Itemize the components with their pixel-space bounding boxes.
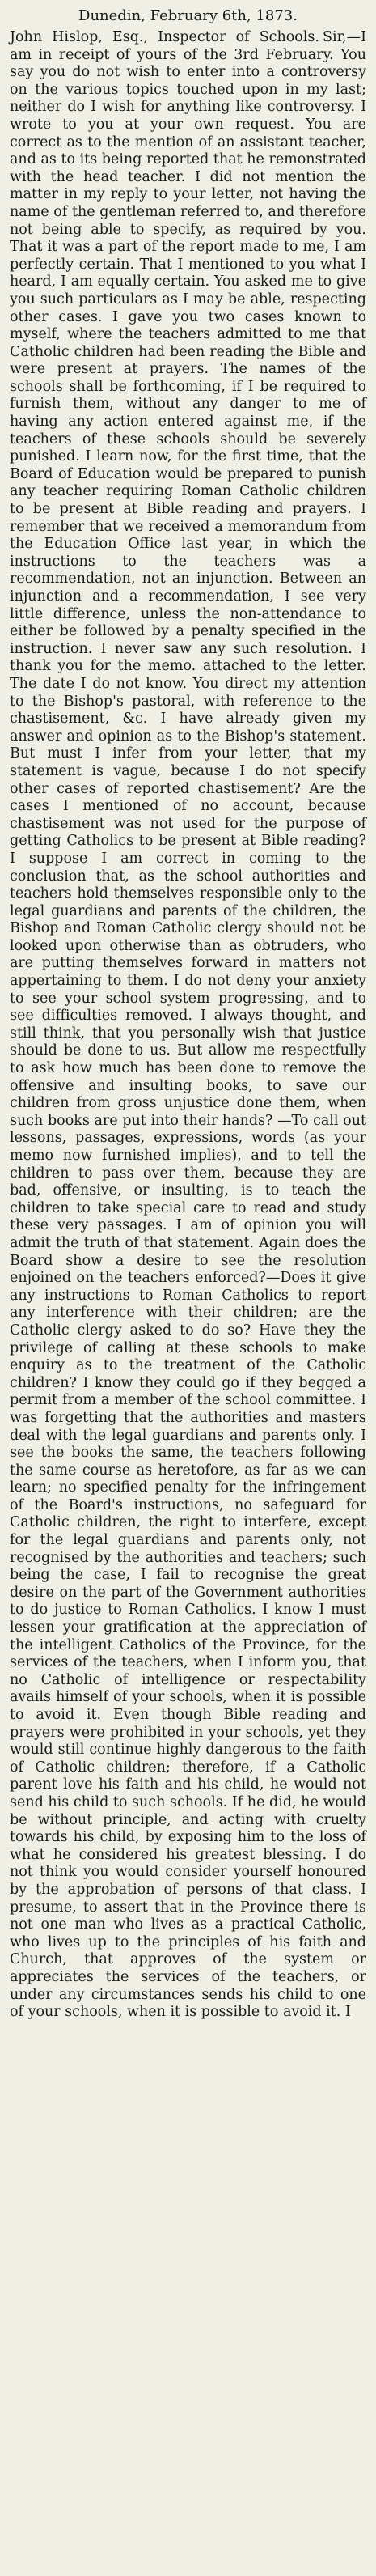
letter-body <box>10 29 366 2022</box>
dateline: Dunedin, February 6th, 1873. <box>78 7 298 24</box>
salutation: John Hislop, Esq., Inspector of Schools. <box>10 29 319 45</box>
letter-text: Sir,—I am in receipt of yours of the 3rd February. You say you do not wish to enter into a controversy on the various topics touched upon in my last; neither do I wish for anything like controversy. I wrote to you at your own request. You are correct as to the mention of an assistant teacher, and as to its being reported that he remonstrated with the head teacher. I did not mention the matter in my reply to your letter, not having the name of the gentleman referred to, and therefore not being able to specify, as required by you. That it was a part of the report made to me, I am perfectly certain. That I mentioned to you what I heard, I am equally certain. You asked me to give you such particulars as I may be able, respecting other cases. I gave you two cases known to myself, where the teachers admitted to me that Catholic children had been reading the Bible and were present at prayers. The names of the schools shall be forthcoming, if I be required to furnish them, without any danger to me of having any action entered against me, if the teachers of these schools should be severely punished. I learn now, for the first time, that the Board of Education would be prepared to punish any teacher requiring Roman Catholic children to be present at Bible reading and prayers. I remember that we received a memorandum from the Education Office last year, in which the instructions to the teachers was a recommendation, not an injunction. Between an injunction and a recommendation, I see very little difference, unless the non-attendance to either be followed by a penalty specified in the instruction. I never saw any such resolution. I thank you for the memo. attached to the letter. The date I do not know. You direct my attention to the Bishop's pastoral, with reference to the chastisement, &c. I have already given my answer and opinion as to the Bishop's statement. But must I infer from your letter, that my statement is vague, because I do not specify other cases of reported chastisement? Are the cases I mentioned of no account, because chastisement was not used for the purpose of getting Catholics to be present at Bible reading? I suppose I am correct in coming to the conclusion that, as the school authorities and teachers hold themselves responsible only to the legal guardians and parents of the children, the Bishop and Roman Catholic clergy should not be looked upon otherwise than as obtruders, who are putting themselves forward in matters not appertaining to them. I do not deny your anxiety to see your school system progressing, and to see difficulties removed. I always thought, and still think, that you personally wish that justice should be done to us. But allow me respectfully to ask how much has been done to remove the offensive and insulting books, to save our children from gross unjustice done them, when such books are put into their hands? —To call out lessons, passages, expressions, words (as your memo now furnished implies), and to tell the children to pass over them, because they are bad, offensive, or insulting, is to teach the children to take special care to read and study these very passages. I am of opinion you will admit the truth of that statement. Again does the Board show a desire to see the resolution enjoined on the teachers enforced?—Does it give any instructions to Roman Catholics to report any interference with their children; are the Catholic clergy asked to do so? Have they the privilege of calling at these schools to make enquiry as to the treatment of the Catholic children? I know they could go if they begged a permit from a member of the school committee. I was forgetting that the authorities and masters deal with the legal guardians and parents only. I see the books the same, the teachers following the same course as heretofore, as far as we can learn; no specified penalty for the infringement of the Board's instructions, no safeguard for Catholic children, the right to interfere, except for the legal guardians and parents only, not recognised by the authorities and teachers; such being the case, I fail to recognise the great desire on the part of the Government authorities to do justice to Roman Catholics. I know I must lessen your gratification at the appreciation of the intelligent Catholics of the Province, for the services of the teachers, when I inform you, that no Catholic of intelligence or respectability avails himself of your schools, when it is possible to avoid it. Even though Bible reading and prayers were prohibited in your schools, yet they would still continue highly dangerous to the faith of Catholic children; therefore, if a Catholic parent love his faith and his child, he would not send his child to such schools. If he did, he would be without principle, and acting with cruelty towards his child, by exposing him to the loss of what he considered his greatest blessing. I do not think you would consider yourself honoured by the approbation of persons of that class. I presume, to assert that in the Province there is not one man who lives as a practical Catholic, who lives up to the principles of his faith and Church, that approves of the system or appreciates the services of the teachers, or under any circumstances sends his child to one of your schools, when it is possible to avoid it. I <box>10 29 366 2021</box>
